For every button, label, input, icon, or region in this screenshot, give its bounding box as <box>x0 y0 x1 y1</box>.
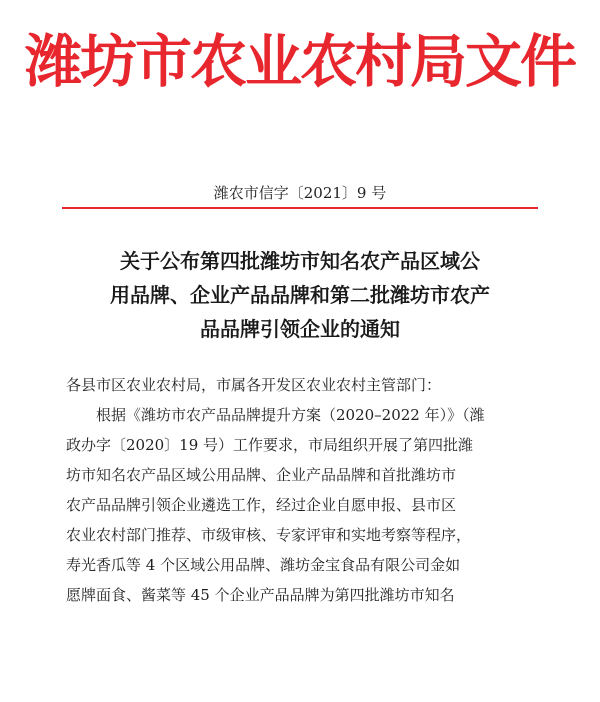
body-line: 农产品品牌引领企业遴选工作，经过企业自愿申报、县市区 <box>66 496 457 514</box>
title-line: 关于公布第四批潍坊市知名农产品区域公 <box>120 249 480 273</box>
salutation: 各县市区农业农村局，市属各开发区农业农村主管部门： <box>66 376 442 394</box>
body-line: 政办字〔2020〕19 号）工作要求，市局组织开展了第四批潍 <box>66 436 474 454</box>
red-divider-line <box>62 207 538 209</box>
body-line: 寿光香瓜等 4 个区域公用品牌、潍坊金宝食品有限公司金如 <box>66 556 461 574</box>
body-line: 根据《潍坊市农产品品牌提升方案（2020–2022 年）》（潍 <box>96 406 485 424</box>
title-line: 用品牌、企业产品品牌和第二批潍坊市农产 <box>110 283 490 307</box>
title-line: 品品牌引领企业的通知 <box>200 317 400 341</box>
body-line: 坊市知名农产品区域公用品牌、企业产品品牌和首批潍坊市 <box>66 466 457 484</box>
body-line: 愿牌面食、酱菜等 45 个企业产品品牌为第四批潍坊市知名 <box>66 586 455 604</box>
document-number: 潍农市信字〔2021〕9 号 <box>213 184 387 202</box>
document-masthead: 潍坊市农业农村局文件 <box>25 29 575 95</box>
body-line: 农业农村部门推荐、市级审核、专家评审和实地考察等程序， <box>66 526 472 544</box>
notice-title <box>40 244 560 346</box>
notice-body <box>66 370 536 610</box>
